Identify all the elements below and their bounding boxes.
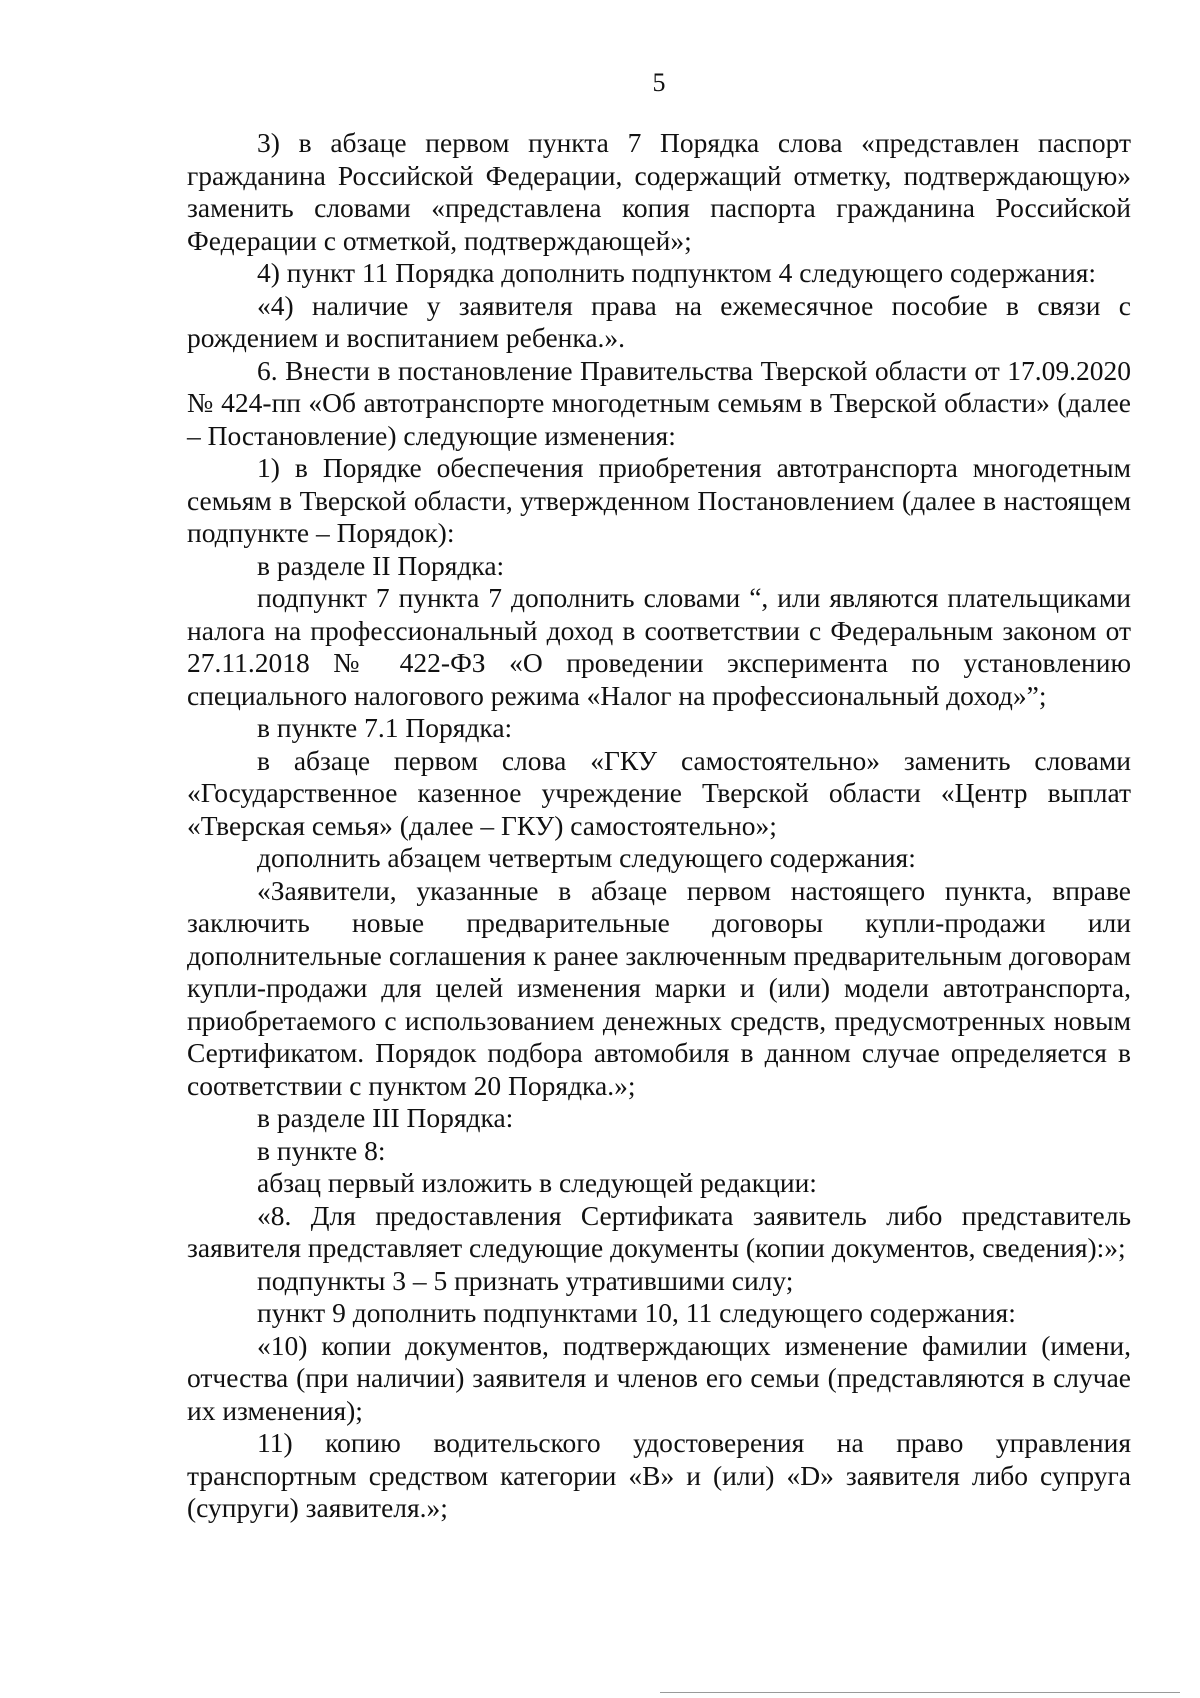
paragraph-item-3: 3) в абзаце первом пункта 7 Порядка слова «представлен паспорт гражданина Российской Федерации, содержащий отметку, подтверждающую» заменить словами «представлена копия паспорта гражданина Российской Федерации с отметкой, подтверждающей»; — [187, 127, 1131, 256]
paragraph-subitem-4-text: «4) наличие у заявителя права на ежемесячное пособие в связи с рождением и воспитанием ребенка.». — [187, 289, 1131, 353]
paragraph-item-4: 4) пункт 11 Порядка дополнить подпунктом 4 следующего содержания: — [257, 257, 1097, 288]
document-body — [187, 127, 1131, 1525]
paragraph-section-6: 6. Внести в постановление Правительства Тверской области от 17.09.2020 № 424-пп «Об автотранспорте многодетным семьям в Тверской области» (далее – Постановление) следующие изменения: — [187, 354, 1131, 451]
paragraph-subitem-11: 11) копию водительского удостоверения на право управления транспортным средством категории «B» и (или) «D» заявителя либо супруга (супруги) заявителя.»; — [187, 1427, 1131, 1523]
page-number: 5 — [652, 68, 666, 97]
paragraph-item-8: в пункте 8: — [257, 1134, 386, 1166]
paragraph-section-iii: в разделе III Порядка: — [257, 1102, 514, 1133]
paragraph-subitems-3-5: подпункты 3 – 5 признать утратившими силу; — [257, 1264, 794, 1296]
paragraph-add-fourth-abzac: дополнить абзацем четвертым следующего содержания: — [257, 842, 916, 873]
paragraph-item-7-1-first-abzac: в абзаце первом слова «ГКУ самостоятельно» заменить словами «Государственное казенное учреждение Тверской области «Центр выплат «Тверская семья» (далее – ГКУ) самостоятельно»; — [187, 744, 1131, 841]
paragraph-section-ii: в разделе II Порядка: — [257, 549, 505, 581]
bottom-scan-line — [660, 1692, 1180, 1693]
paragraph-subitem-10: «10) копии документов, подтверждающих изменение фамилии (имени, отчества (при наличии) заявителя и членов его семьи (представляются в случае их изменения); — [187, 1329, 1131, 1426]
paragraph-item-8-text: «8. Для предоставления Сертификата заявитель либо представитель заявителя представляет следующие документы (копии документов, сведения):»; — [187, 1199, 1131, 1263]
paragraph-section-6-item-1: 1) в Порядке обеспечения приобретения автотранспорта многодетным семьям в Тверской области, утвержденном Постановлением (далее в настоящем подпункте – Порядок): — [187, 452, 1131, 548]
paragraph-fourth-abzac-text: «Заявители, указанные в абзаце первом настоящего пункта, вправе заключить новые предварительные договоры купли-продажи или дополнительные соглашения к ранее заключенным предварительным договорам купли-продажи для целей изменения марки и (или) модели автотранспорта, приобретаемого с использованием денежных средств, предусмотренных новым Сертификатом. Порядок подбора автомобиля в данном случае определяется в соответствии с пунктом 20 Порядка.»; — [187, 874, 1131, 1101]
paragraph-item-7-1: в пункте 7.1 Порядка: — [257, 712, 513, 743]
paragraph-subitem-7-7: подпункт 7 пункта 7 дополнить словами “, или являются плательщиками налога на профессиональный доход в соответствии с Федеральным законом от 27.11.2018 № 422-ФЗ «О проведении эксперимента по установлению специального налогового режима «Налог на профессиональный доход»”; — [187, 582, 1131, 711]
paragraph-first-abzac-redaction: абзац первый изложить в следующей редакции: — [257, 1167, 817, 1198]
paragraph-item-9: пункт 9 дополнить подпунктами 10, 11 следующего содержания: — [257, 1297, 1016, 1328]
